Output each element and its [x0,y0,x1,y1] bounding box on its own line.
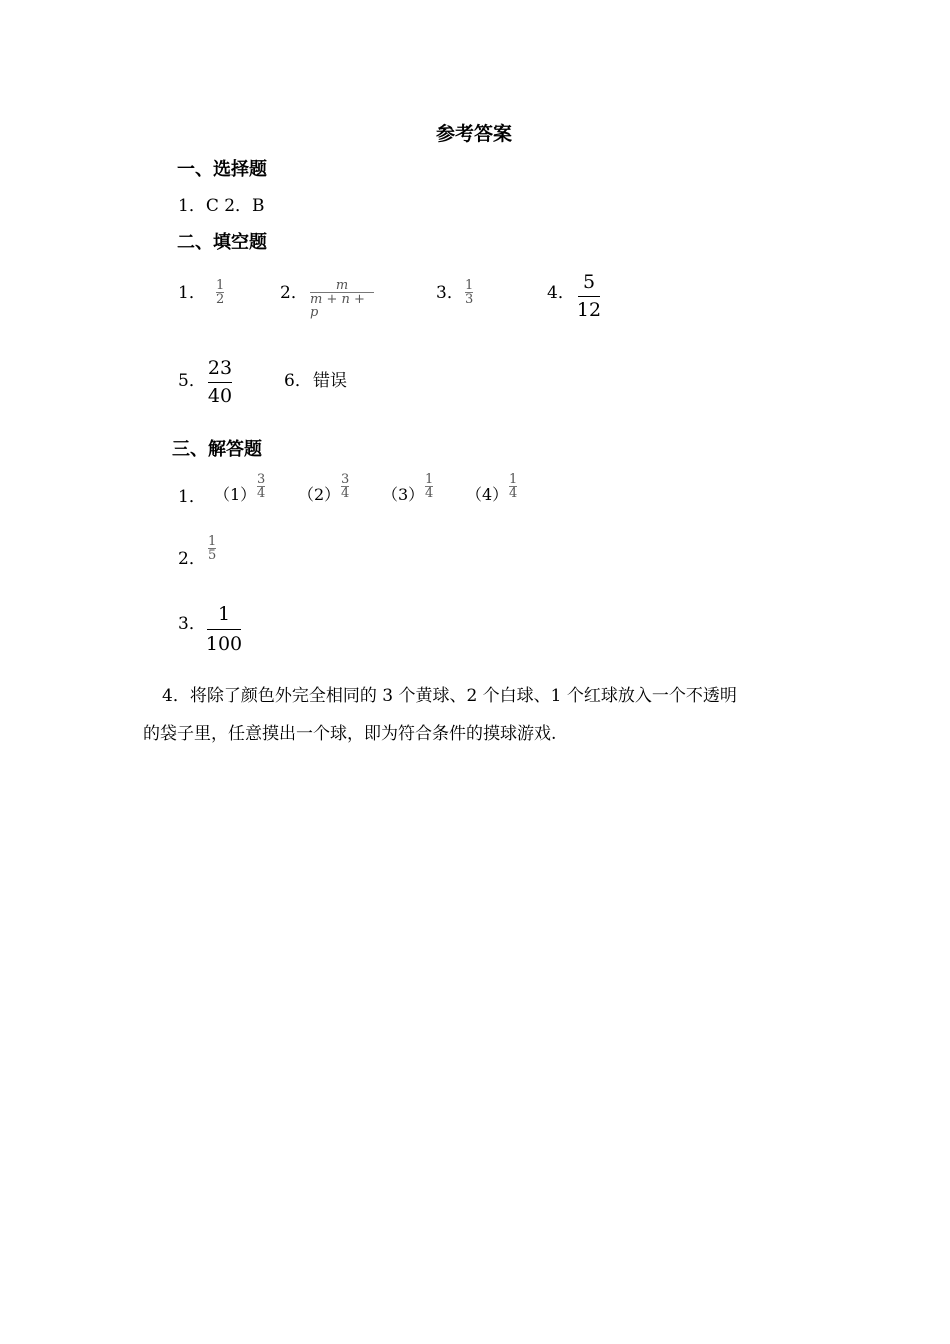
fill-item-6-label: 6． [284,371,312,391]
section-heading-choice: 一、选择题 [177,159,267,180]
solution-1-part-3-fraction [425,473,433,500]
page-title: 参考答案 [436,123,513,145]
fill-item-2-fraction [310,279,374,319]
solution-1-part-1-label: （1） [214,485,257,504]
solution-1-part-4-label: （4） [466,485,509,504]
numerator: 3 [341,472,350,487]
solution-3-fraction [207,605,241,654]
fill-item-3-fraction [465,279,473,306]
denominator: 5 [208,548,217,563]
fill-item-5-label: 5． [178,371,206,391]
numerator: 1 [425,472,434,487]
fill-item-1-label: 1． [178,283,206,303]
numerator: 1 [217,603,231,625]
fraction-bar [208,382,232,383]
choice-answers: 1．C 2．B [178,196,265,216]
numerator: 1 [208,534,217,549]
fraction-bar [578,296,600,297]
denominator: m + n + p [310,292,365,320]
numerator: 23 [207,357,233,379]
denominator: 4 [257,486,266,501]
denominator: 2 [216,292,225,307]
numerator: 1 [216,278,225,293]
solution-1-part-2-fraction [341,473,349,500]
fill-item-2-label: 2． [280,283,308,303]
denominator: 4 [509,486,518,501]
denominator: 100 [205,633,243,655]
section-heading-fill-blank: 二、填空题 [177,232,267,253]
solution-1-part-1-fraction [257,473,265,500]
numerator: 3 [257,472,266,487]
fill-item-1-fraction [216,279,224,306]
fill-item-3-label: 3． [436,283,464,303]
solution-2-label: 2． [178,549,206,569]
solution-3-label: 3． [178,614,206,634]
fraction-bar [207,629,241,630]
denominator: 4 [425,486,434,501]
fill-item-4-fraction [578,273,600,320]
fill-item-5-fraction [208,359,232,406]
fill-item-4-label: 4． [547,283,575,303]
solution-2-fraction [208,535,216,562]
denominator: 40 [207,385,233,407]
numerator: 1 [509,472,518,487]
numerator: 1 [465,278,474,293]
numerator: m [335,278,349,293]
solution-1-part-4-fraction [509,473,517,500]
fill-item-6-answer: 错误 [313,371,347,391]
solution-1-label: 1． [178,487,206,507]
denominator: 4 [341,486,350,501]
section-heading-solutions: 三、解答题 [172,439,262,460]
solution-1-part-2-label: （2） [298,485,341,504]
denominator: 12 [576,299,602,321]
solution-4-line-2: 的袋子里，任意摸出一个球，即为符合条件的摸球游戏. [143,724,557,744]
solution-1-part-3-label: （3） [382,485,425,504]
solution-4-line-1: 4．将除了颜色外完全相同的 3 个黄球、2 个白球、1 个红球放入一个不透明 [162,686,737,706]
denominator: 3 [465,292,474,307]
numerator: 5 [582,271,596,293]
